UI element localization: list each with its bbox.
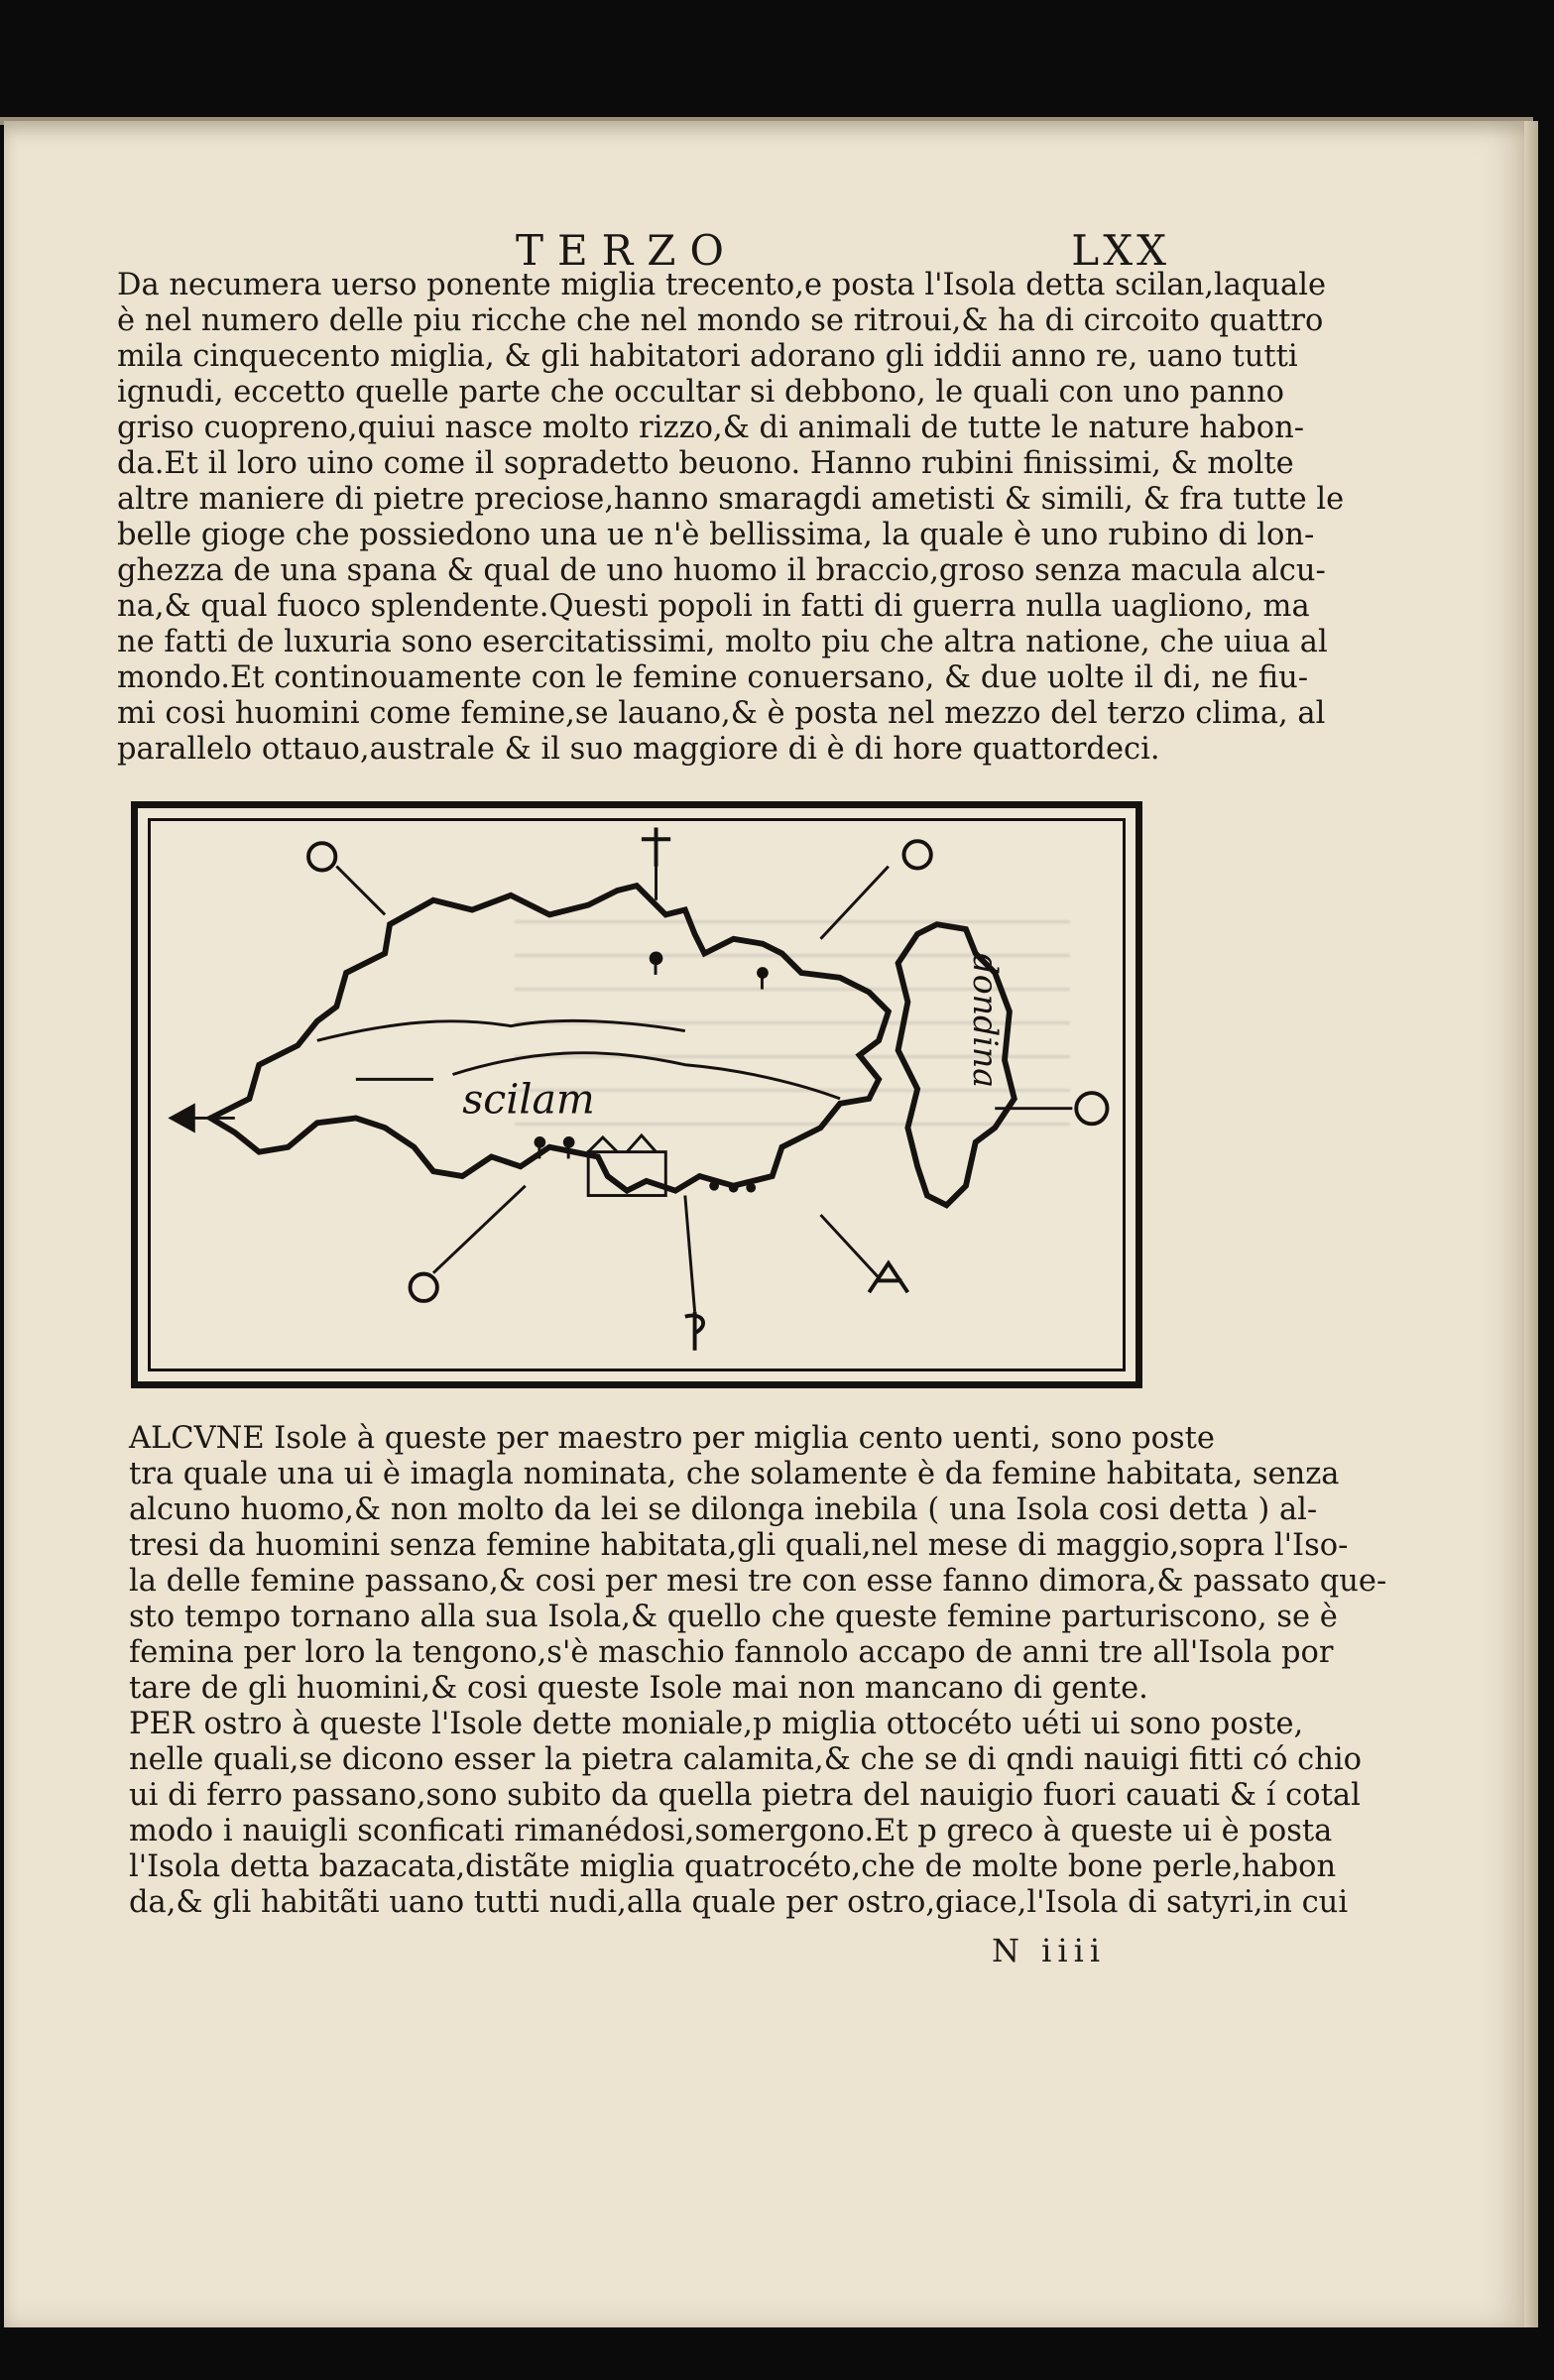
island-outline — [210, 886, 888, 1191]
folio-number: LXX — [1071, 226, 1170, 275]
text-line: femina per loro la tengono,s'è maschio fannolo accapo de anni tre all'Isola por — [129, 1635, 1334, 1670]
header-title: TERZO — [516, 226, 738, 275]
text-line: mondo.Et continouamente con le femine conuersano, & due uolte il di, ne fiu- — [117, 660, 1309, 695]
text-line: ui di ferro passano,sono subito da quella pietra del nauigio fuori cauati & í cotal — [129, 1778, 1361, 1813]
text-line: mi cosi huomini come femine,se lauano,& è posta nel mezzo del terzo clima, al — [117, 696, 1326, 731]
text-line: modo i nauigli sconficati rimanédosi,somergono.Et p greco à queste ui è posta — [129, 1814, 1333, 1848]
text-line: da,& gli habitãti uano tutti nudi,alla quale per ostro,giace,l'Isola di satyri,in cui — [129, 1885, 1349, 1920]
text-line: tare de gli huomini,& cosi queste Isole mai non mancano di gente. — [129, 1671, 1148, 1706]
top-paragraph — [117, 268, 1345, 768]
text-line: PER ostro à queste l'Isole dette moniale,p miglia ottocéto uéti ui sono poste, — [129, 1707, 1304, 1741]
text-line: belle gioge che possiedono una ue n'è bellissima, la quale è uno rubino di lon- — [117, 518, 1315, 552]
text-line: parallelo ottauo,australe & il suo maggiore di è di hore quattordeci. — [117, 732, 1160, 767]
map-drawing — [138, 808, 1136, 1381]
running-header — [516, 226, 1170, 274]
text-line: tra quale una ui è imagla nominata, che solamente è da femine habitata, senza — [129, 1457, 1340, 1491]
wind-lines — [191, 852, 1072, 1312]
text-line: sto tempo tornano alla sua Isola,& quello che queste femine parturiscono, se è — [129, 1600, 1338, 1634]
bottom-paragraph — [129, 1421, 1387, 1921]
text-line: tresi da huomini senza femine habitata,gli quali,nel mese di maggio,sopra l'Iso- — [129, 1528, 1349, 1563]
text-line: ne fatti de luxuria sono esercitatissimi, molto piu che altra natione, che uiua al — [117, 625, 1328, 659]
text-line: ghezza de una spana & qual de uno huomo il braccio,groso senza macula alcu- — [117, 553, 1326, 588]
text-line: na,& qual fuoco splendente.Questi popoli in fatti di guerra nulla uagliono, ma — [117, 589, 1310, 624]
text-line: da.Et il loro uino come il sopradetto beuono. Hanno rubini finissimi, & molte — [117, 446, 1294, 481]
text-line: ignudi, eccetto quelle parte che occultar si debbono, le quali con uno panno — [117, 375, 1284, 410]
island-label: scilam — [462, 1075, 595, 1124]
text-line: è nel numero delle piu ricche che nel mondo se ritroui,& ha di circoito quattro — [117, 303, 1324, 338]
text-line: altre maniere di pietre preciose,hanno smaragdi ametisti & simili, & fra tutte le — [117, 482, 1345, 517]
text-line: Da necumera uerso ponente miglia trecento,e posta l'Isola detta scilan,laquale — [117, 268, 1327, 302]
text-line: nelle quali,se dicono esser la pietra calamita,& che se di qndi nauigi fitti có chio — [129, 1742, 1363, 1777]
page-fore-edge — [1524, 121, 1538, 2327]
woodcut-map — [131, 801, 1142, 1388]
signature-mark: N iiii — [992, 1932, 1107, 1969]
text-line: alcuno huomo,& non molto da lei se dilonga inebila ( una Isola cosi detta ) al- — [129, 1492, 1318, 1527]
text-line: mila cinquecento miglia, & gli habitatori adorano gli iddii anno re, uano tutti — [117, 339, 1298, 374]
small-island-label: dondina — [965, 953, 1005, 1089]
wind-symbols — [172, 828, 1107, 1351]
text-line: la delle femine passano,& cosi per mesi tre con esse fanno dimora,& passato que- — [129, 1564, 1387, 1599]
text-line: ALCVNE Isole à queste per maestro per miglia cento uenti, sono poste — [129, 1421, 1215, 1456]
text-line: l'Isola detta bazacata,distãte miglia quatrocéto,che de molte bone perle,habon — [129, 1849, 1337, 1884]
text-line: griso cuopreno,quiui nasce molto rizzo,& di animali de tutte le nature habon- — [117, 411, 1305, 445]
